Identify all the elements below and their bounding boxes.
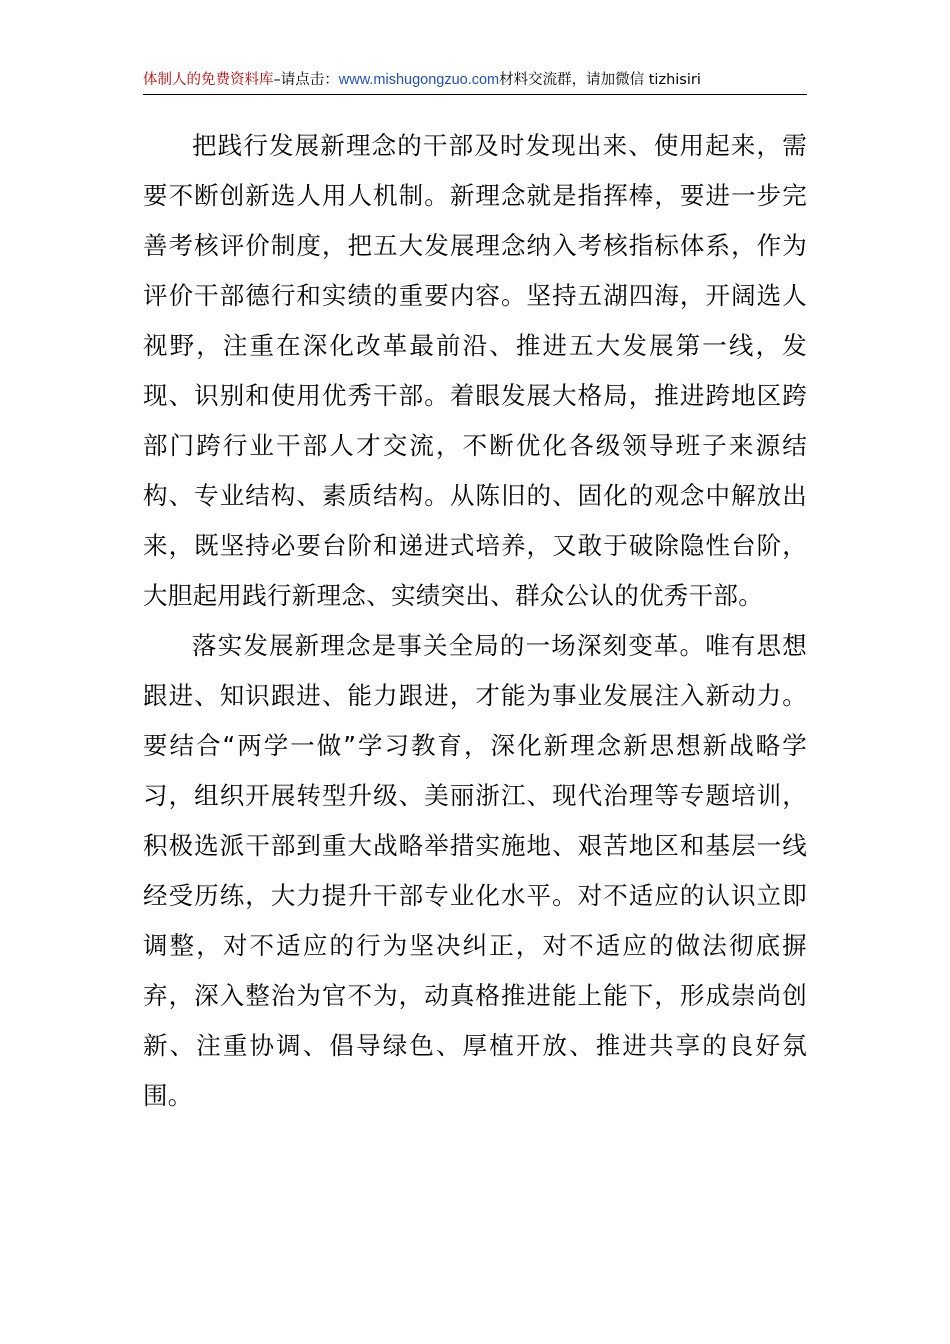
header-prompt: –请点击：	[273, 72, 339, 88]
header-brand: 体制人的免费资料库	[143, 72, 274, 88]
header-website-link[interactable]: www.mishugongzuo.com	[338, 72, 500, 88]
page-header	[143, 66, 807, 95]
header-contact-text: 材料交流群，请加微信 tizhisiri	[499, 72, 701, 88]
paragraph: 把践行发展新理念的干部及时发现出来、使用起来，需要不断创新选人用人机制。新理念就是指挥棒，要进一步完善考核评价制度，把五大发展理念纳入考核指标体系，作为评价干部德行和实绩的重要内容。坚持五湖四海，开阔选人视野，注重在深化改革最前沿、推进五大发展第一线，发现、识别和使用优秀干部。着眼发展大格局，推进跨地区跨部门跨行业干部人才交流，不断优化各级领导班子来源结构、专业结构、素质结构。从陈旧的、固化的观念中解放出来，既坚持必要台阶和递进式培养，又敢于破除隐性台阶，大胆起用践行新理念、实绩突出、群众公认的优秀干部。	[143, 131, 807, 610]
document-body	[143, 121, 807, 1121]
paragraph: 落实发展新理念是事关全局的一场深刻变革。唯有思想跟进、知识跟进、能力跟进，才能为事业发展注入新动力。要结合“两学一做”学习教育，深化新理念新思想新战略学习，组织开展转型升级、美丽浙江、现代治理等专题培训，积极选派干部到重大战略举措实施地、艰苦地区和基层一线经受历练，大力提升干部专业化水平。对不适应的认识立即调整，对不适应的行为坚决纠正，对不适应的做法彻底摒弃，深入整治为官不为，动真格推进能上能下，形成崇尚创新、注重协调、倡导绿色、厚植开放、推进共享的良好氛围。	[143, 631, 807, 1110]
